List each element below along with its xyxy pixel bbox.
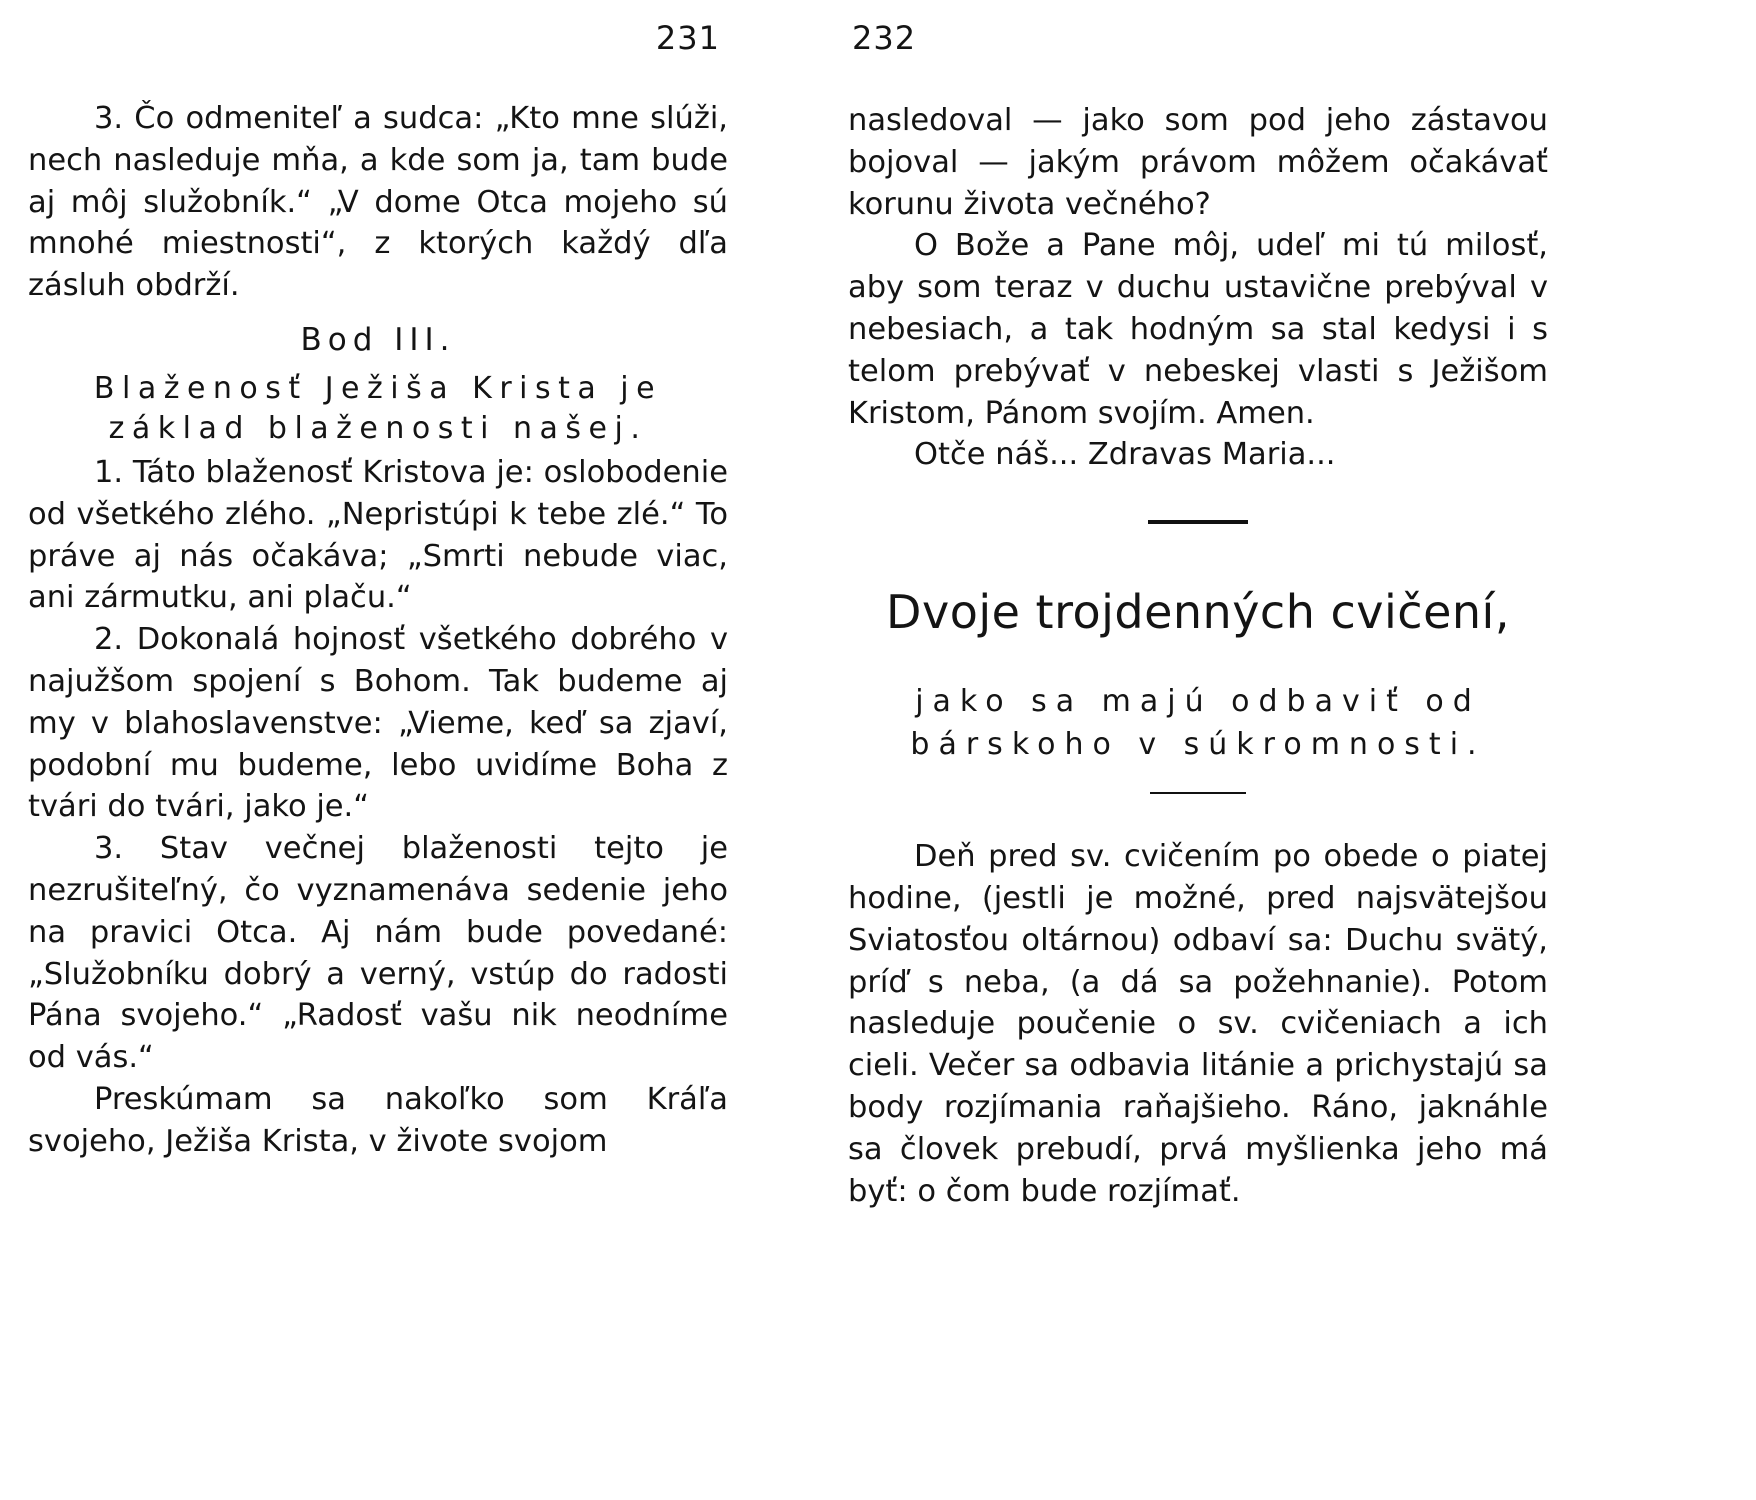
prayer: O Bože a Pane môj, udeľ mi tú milosť, aby som teraz v duchu ustavične prebýval v nebesiach, a tak hodným sa stal kedysi i s telom prebývať v nebeskej vlasti s Ježišom Kristom, Pánom svojím. Amen. [848, 228, 1548, 431]
page-number: 232 [852, 19, 917, 57]
left-page-content [28, 98, 728, 1163]
paragraph: 1. Táto blaženosť Kristova je: oslobodenie od všetkého zlého. „Nepristúpi k tebe zlé.“ To práve aj nás očakáva; „Smrti nebude viac, ani zármutku, ani plaču.“ [28, 454, 728, 616]
paragraph: 3. Čo odmeniteľ a sudca: „Kto mne slúži, nech nasleduje mňa, a kde som ja, tam bude aj môj služobník.“ „V dome Otca mojeho sú mnohé miestnosti“, z ktorých každý dľa zásluh obdrží. [28, 101, 728, 304]
paragraph: 2. Dokonalá hojnosť všetkého dobrého v najužšom spojení s Bohom. Tak budeme aj my v blahoslavenstve: „Vieme, keď sa zjaví, podobní mu budeme, lebo uvidíme Boha z tvári do tvári, jako je.“ [28, 622, 728, 825]
chapter-title: Dvoje trojdenných cvičení, [886, 585, 1510, 640]
chapter-subtitle: jako sa majú odbaviť od bárskoho v súkromnosti. [910, 684, 1486, 763]
paragraph: nasledoval — jako som pod jeho zástavou bojoval — jakým právom môžem očakávať korunu života večného? [848, 103, 1548, 222]
right-page [848, 0, 1548, 1500]
page-number: 231 [655, 19, 720, 57]
divider [1150, 792, 1246, 794]
section-title: Blaženosť Ježiša Krista je základ blaženosti našej. [93, 370, 663, 446]
paragraph: Preskúmam sa nakoľko som Kráľa svojeho, Ježiša Krista, v živote svojom [28, 1081, 728, 1159]
right-page-content [848, 100, 1548, 1212]
paragraph: Deň pred sv. cvičením po obede o piatej hodine, (jestli je možné, pred najsvätejšou Sviatosťou oltárnou) odbaví sa: Duchu svätý, príď s neba, (a dá sa požehnanie). Potom nasleduje poučenie o sv. cvičeniach a ich cieli. Večer sa odbavia litánie a prichystajú sa body rozjímania raňajšieho. Ráno, jaknáhle sa človek prebudí, prvá myšlienka jeho má byť: o čom bude rozjímať. [848, 839, 1548, 1209]
divider [1148, 520, 1248, 524]
left-page [28, 0, 728, 1500]
prayer-closing: Otče náš... Zdravas Maria... [914, 437, 1336, 473]
paragraph: 3. Stav večnej blaženosti tejto je nezrušiteľný, čo vyznamenáva sedenie jeho na pravici Otca. Aj nám bude povedané: „Služobníku dobrý a verný, vstúp do radosti Pána svojeho.“ „Radosť vašu nik neodníme od vás.“ [28, 831, 728, 1076]
point-heading: Bod III. [300, 321, 456, 358]
